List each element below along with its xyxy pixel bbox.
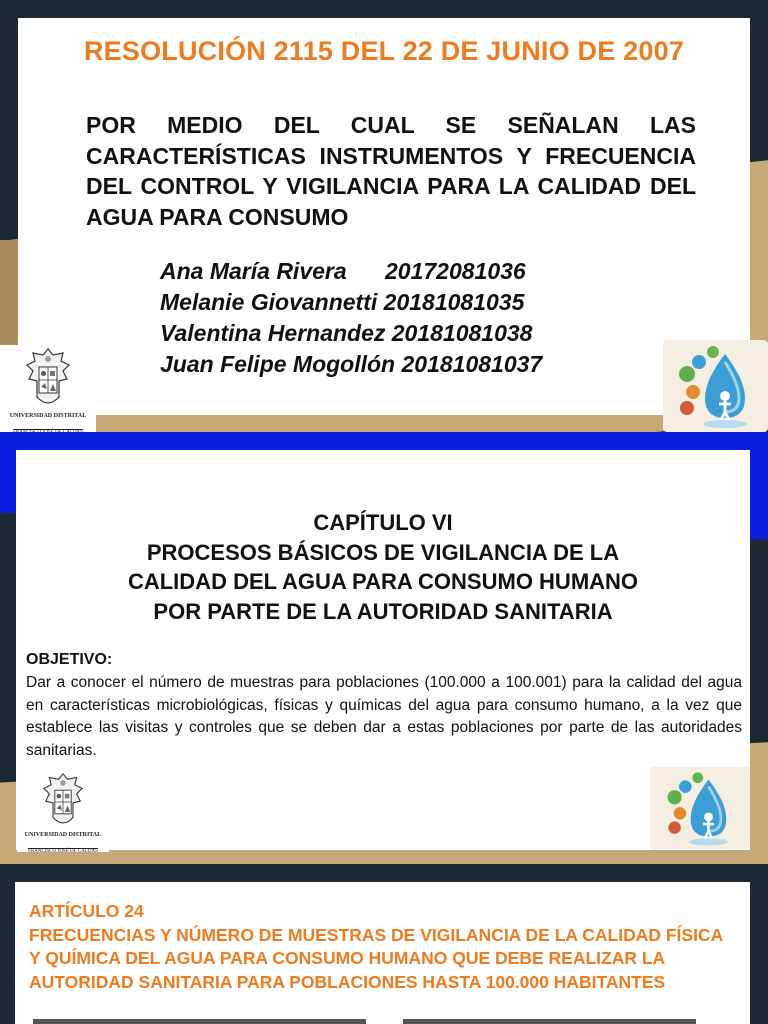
table-top-edge — [403, 1019, 696, 1024]
chapter-number: CAPÍTULO VI — [313, 510, 453, 535]
author-row — [160, 256, 542, 287]
resolution-title: RESOLUCIÓN 2115 DEL 22 DE JUNIO DE 2007 — [83, 36, 685, 66]
objective-label: OBJETIVO: — [26, 651, 113, 668]
author-name: Juan Felipe Mogollón — [160, 351, 396, 377]
author-code: 20181081037 — [401, 351, 543, 377]
author-row — [160, 287, 542, 318]
university-subname: FRANCISCO JOSÉ DE CALDAS — [28, 849, 98, 854]
chapter-title-line: CALIDAD DEL AGUA PARA CONSUMO HUMANO — [127, 569, 639, 594]
author-code: 20181081035 — [383, 289, 525, 315]
author-row — [160, 318, 542, 349]
chapter-heading — [16, 508, 750, 626]
university-logo — [0, 345, 96, 433]
table-top-edge — [33, 1019, 366, 1024]
author-code: 20172081036 — [384, 258, 526, 284]
article-number: ARTÍCULO 24 — [29, 901, 144, 921]
article-heading — [29, 900, 729, 994]
water-drop-icon — [663, 340, 768, 432]
authors-list — [160, 256, 542, 380]
article-title: FRECUENCIAS Y NÚMERO DE MUESTRAS DE VIGILANCIA DE LA CALIDAD FÍSICA Y QUÍMICA DEL AGUA PARA CONSUMO HUMANO QUE DEBE REALIZAR LA AUTORIDAD SANITARIA PARA POBLACIONES HASTA 100.000 HABITANTES — [29, 924, 723, 992]
university-name: UNIVERSIDAD DISTRITAL — [24, 832, 102, 838]
resolution-description: POR MEDIO DEL CUAL SE SEÑALAN LAS CARACTERÍSTICAS INSTRUMENTOS Y FRECUENCIA DEL CONTROL Y VIGILANCIA PARA LA CALIDAD DEL AGUA PARA CONSUMO — [86, 112, 696, 230]
water-drop-icon — [650, 767, 750, 849]
university-logo — [17, 770, 109, 852]
chapter-title-line: POR PARTE DE LA AUTORIDAD SANITARIA — [153, 598, 613, 624]
author-name: Valentina Hernandez — [160, 320, 386, 346]
objective-text: Dar a conocer el número de muestras para poblaciones (100.000 a 100.001) para la calidad del agua en características microbiológicas, físicas y químicas del agua para consumo humano, a la vez que establece las visitas y controles que se deben dar a estas poblaciones por parte de las autoridades sanitarias. — [26, 674, 742, 759]
author-name: Ana María Rivera — [160, 258, 347, 284]
water-program-logo — [650, 767, 750, 849]
university-name: UNIVERSIDAD DISTRITAL — [9, 413, 87, 419]
university-crest-icon — [23, 347, 73, 413]
chapter-title-line: PROCESOS BÁSICOS DE VIGILANCIA DE LA — [146, 539, 620, 565]
author-code: 20181081038 — [391, 320, 533, 346]
author-name: Melanie Giovannetti — [160, 289, 378, 315]
university-crest-icon — [40, 772, 86, 832]
water-program-logo — [663, 340, 768, 432]
author-row — [160, 349, 542, 380]
